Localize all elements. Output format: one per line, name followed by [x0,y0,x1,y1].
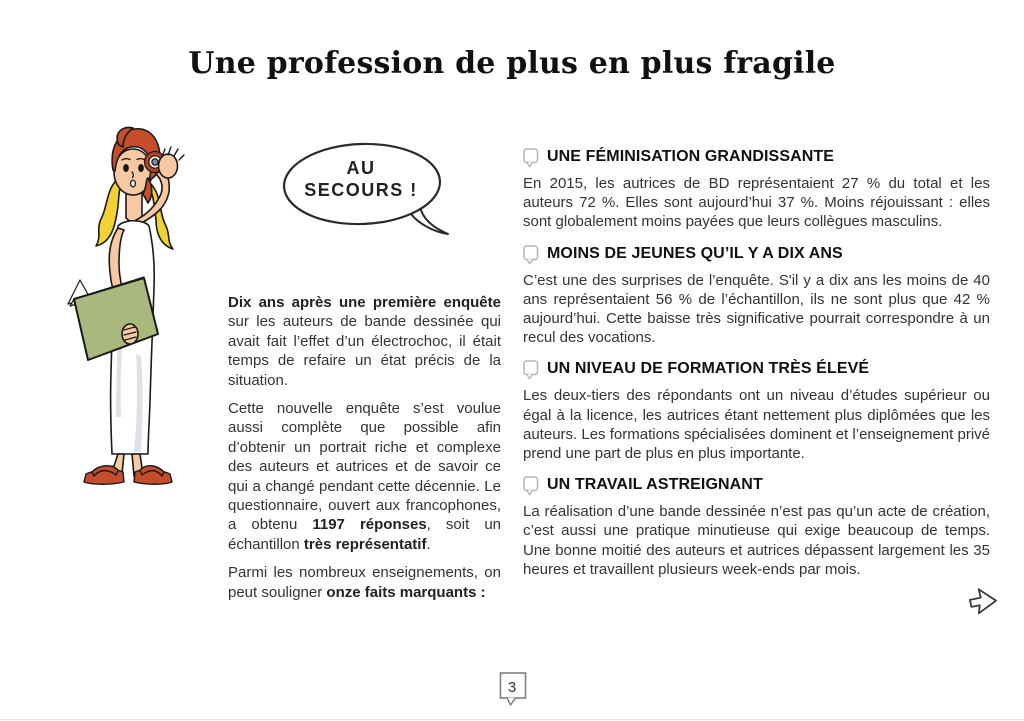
section-header [523,146,990,168]
page-number-bubble [498,668,530,708]
intro-paragraph-2: Cette nouvelle enquête s’est voulue aussi complète que possible afin d’obtenir un portrait riche et complexe des auteurs et autrices et de savoir ce qui a changé pendant cette décennie. Le questionnaire, ouvert aux francophones, a obtenu 1197 réponses, soit un échantillon très représentatif. [228,400,502,553]
section-feminisation [523,146,990,232]
section-body: C’est une des surprises de l’enquête. S'il y a dix ans les moins de 40 ans représentaient 56 % de l’échantillon, ils ne sont plus que 42 % aujourd’hui. Cette baisse très significative pourrait correspondre à un recul des vocations. [523,271,990,347]
section-travail [523,474,990,579]
section-title: UN TRAVAIL ASTREIGNANT [547,476,763,494]
speech-bubble-checkbox-icon [523,476,540,496]
section-header [523,243,990,265]
section-header [523,358,990,380]
speech-bubble [281,141,459,241]
section-title: MOINS DE JEUNES QU’IL Y A DIX ANS [547,244,843,262]
intro-paragraph-1: Dix ans après une première enquête sur les auteurs de bande dessinée qui avait fait l’effet d’un électrochoc, il était temps de refaire un état précis de la situation. [228,294,501,389]
section-title: UN NIVEAU DE FORMATION TRÈS ÉLEVÉ [547,360,870,378]
section-header [523,474,990,496]
section-body: En 2015, les autrices de BD représentaient 27 % du total et les auteurs 72 %. Elles sont aujourd’hui 37 %. Moins réjouissant : elles sont globalement moins payées que leurs collègues masculins. [523,175,990,231]
speech-bubble-checkbox-icon [523,148,540,168]
speech-bubble-text: AU SECOURS ! [304,158,418,200]
section-title: UNE FÉMINISATION GRANDISSANTE [547,148,835,165]
section-jeunes [523,243,990,348]
next-page-arrow-icon[interactable] [964,582,1002,620]
intro-column [228,293,501,611]
page-title: Une profession de plus en plus fragile [188,46,836,81]
section-formation [523,358,990,463]
speech-bubble-checkbox-icon [523,360,540,380]
marianne-character-illustration [56,122,204,494]
intro-paragraph-3: Parmi les nombreux enseignements, on peut souligner onze faits marquants : [228,564,501,601]
hand-on-book [122,324,138,344]
section-body: Les deux-tiers des répondants ont un niveau d’études supérieur ou égal à la licence, les autrices étant nettement plus diplômées que les auteurs. Les formations spécialisées dominent et l’enseignement privé prend une part de plus en plus importante. [523,387,990,463]
findings-column [523,146,990,590]
page-number: 3 [507,678,517,696]
speech-bubble-checkbox-icon [523,245,540,265]
section-body: La réalisation d’une bande dessinée n’est pas qu’un acte de création, c’est aussi une pratique minutieuse qui exige beaucoup de temps. Une bonne moitié des auteurs et autrices dépassent largement les 35 heures et travaillent plusieurs week-ends par mois. [523,503,990,578]
sandals [84,466,172,485]
